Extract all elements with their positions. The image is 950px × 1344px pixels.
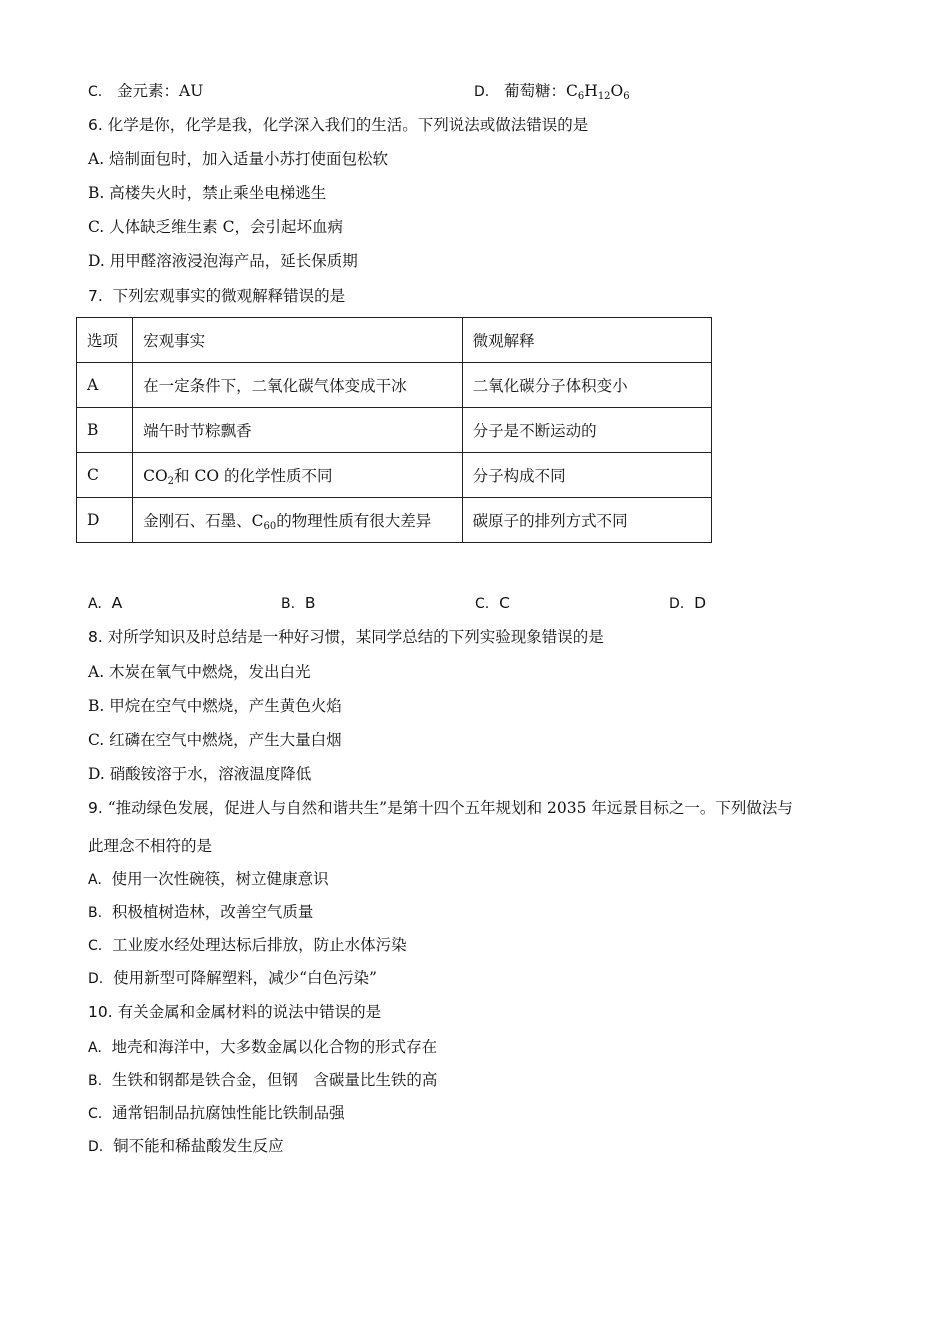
q9-option-b: B. 积极植树造林，改善空气质量 (88, 903, 314, 921)
q10-stem: 10. 有关金属和金属材料的说法中错误的是 (88, 1003, 382, 1021)
q6-option-d: D. 用甲醛溶液浸泡海产品，延长保质期 (88, 252, 358, 270)
q7-stem: 7. 下列宏观事实的微观解释错误的是 (88, 287, 346, 305)
q10-option-d: D. 铜不能和稀盐酸发生反应 (88, 1137, 284, 1155)
q5-option-d: D. 葡萄糖：$C_6H_{12}O_6$ (474, 82, 630, 102)
q5-option-c-text: 金元素：AU (117, 82, 204, 100)
q6-stem: 6. 化学是你，化学是我，化学深入我们的生活。下列说法或做法错误的是 (88, 116, 589, 134)
formula-subscript: 12 (597, 91, 611, 102)
row-explanation: 分子构成不同 (462, 453, 711, 498)
row-fact: $CO_2$和 CO 的化学性质不同 (133, 453, 463, 498)
q8-option-a: A. 木炭在氧气中燃烧，发出白光 (88, 663, 311, 681)
formula-element: H (584, 82, 598, 100)
q7-answer-a: A. A (88, 594, 123, 612)
q6-option-c: C. 人体缺乏维生素 C，会引起坏血病 (88, 218, 343, 236)
header-option: 选项 (77, 318, 133, 363)
q8-option-b: B. 甲烷在空气中燃烧，产生黄色火焰 (88, 697, 342, 715)
header-explanation: 微观解释 (462, 318, 711, 363)
q5-option-c: C. 金元素：AU (88, 82, 204, 100)
formula-subscript: 6 (577, 91, 585, 102)
q9-stem-line2: 此理念不相符的是 (88, 837, 213, 855)
table-row (77, 408, 712, 453)
formula-subscript: 6 (623, 91, 630, 102)
q9-stem-line1: 9. “推动绿色发展，促进人与自然和谐共生”是第十四个五年规划和 2035 年远景目标之一。下列做法与 (88, 799, 793, 817)
q9-option-d: D. 使用新型可降解塑料，减少“白色污染” (88, 969, 377, 987)
row-explanation: 二氧化碳分子体积变小 (462, 363, 711, 408)
q10-option-a: A. 地壳和海洋中，大多数金属以化合物的形式存在 (88, 1038, 438, 1056)
q8-option-d: D. 硝酸铵溶于水，溶液温度降低 (88, 765, 312, 783)
row-fact: 端午时节粽飘香 (133, 408, 463, 453)
row-fact: 金刚石、石墨、$C_{60}$的物理性质有很大差异 (133, 498, 463, 543)
table-row (77, 498, 712, 543)
row-fact: 在一定条件下，二氧化碳气体变成干冰 (133, 363, 463, 408)
q9-option-a: A. 使用一次性碗筷，树立健康意识 (88, 870, 329, 888)
row-explanation: 碳原子的排列方式不同 (462, 498, 711, 543)
row-option: C (77, 453, 133, 498)
row-option: B (77, 408, 133, 453)
q5-option-d-text: 葡萄糖： (504, 82, 567, 100)
table-header-row (77, 318, 712, 363)
q8-option-c: C. 红磷在空气中燃烧，产生大量白烟 (88, 731, 342, 749)
q9-option-c: C. 工业废水经处理达标后排放，防止水体污染 (88, 936, 407, 954)
table-row (77, 363, 712, 408)
q7-answer-c: C. C (475, 594, 510, 612)
q7-facts-table (76, 317, 712, 543)
formula-element: O (610, 82, 624, 100)
q7-answer-d: D. D (669, 594, 707, 612)
table-row (77, 453, 712, 498)
q8-stem: 8. 对所学知识及时总结是一种好习惯，某同学总结的下列实验现象错误的是 (88, 628, 604, 646)
q6-option-a: A. 焙制面包时，加入适量小苏打使面包松软 (88, 150, 389, 168)
header-fact: 宏观事实 (133, 318, 463, 363)
row-option: A (77, 363, 133, 408)
glucose-formula (566, 82, 630, 100)
row-explanation: 分子是不断运动的 (462, 408, 711, 453)
q10-option-b: B. 生铁和钢都是铁合金，但钢 含碳量比生铁的高 (88, 1071, 438, 1089)
q7-answer-b: B. B (281, 594, 316, 612)
q6-option-b: B. 高楼失火时，禁止乘坐电梯逃生 (88, 184, 327, 202)
row-option: D (77, 498, 133, 543)
q10-option-c: C. 通常铝制品抗腐蚀性能比铁制品强 (88, 1104, 345, 1122)
formula-element: C (566, 82, 578, 100)
